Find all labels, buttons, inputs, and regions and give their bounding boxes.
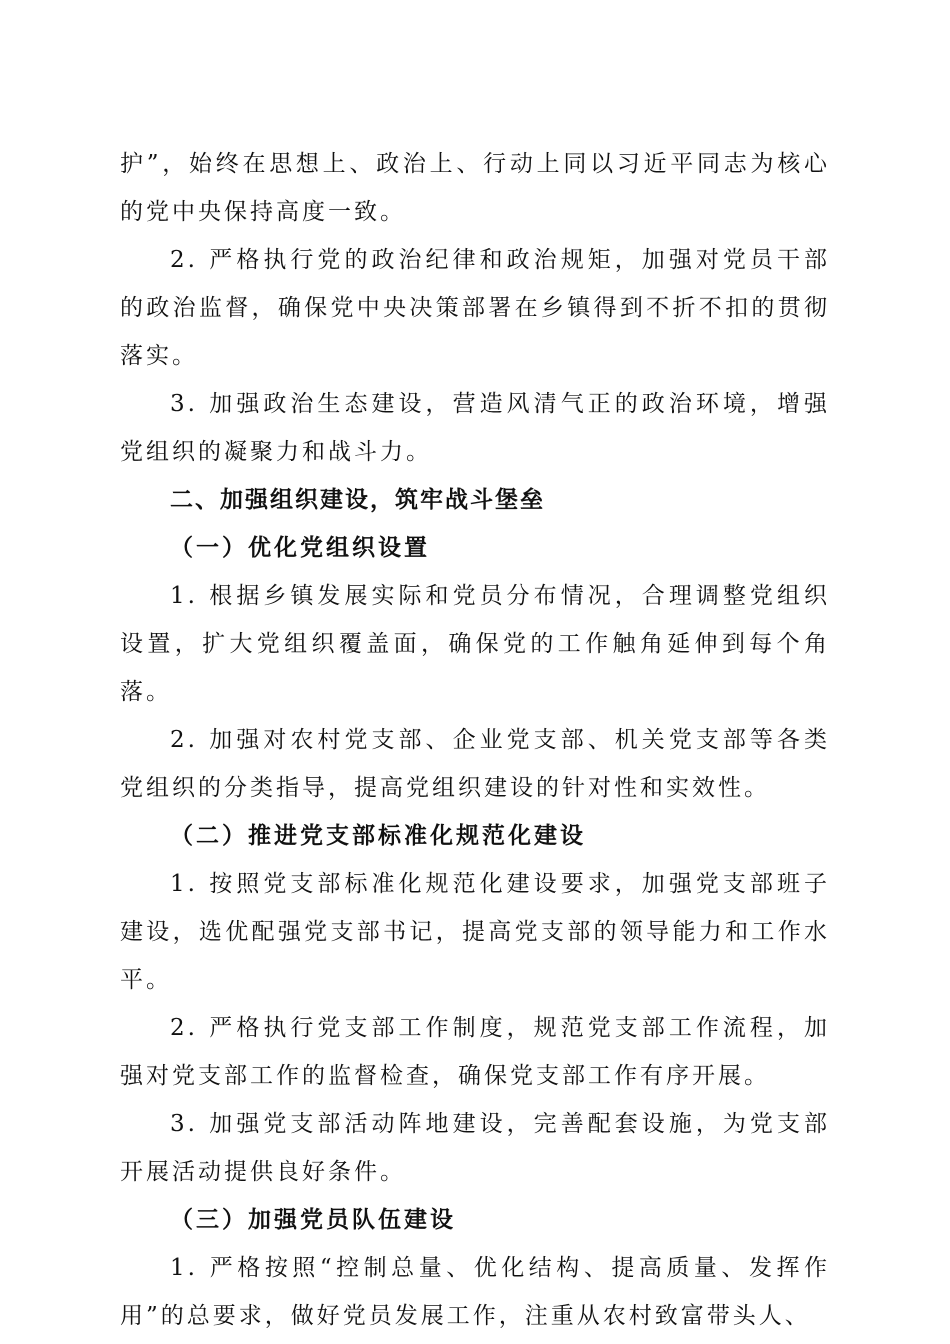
subsection-heading-1: （一）优化党组织设置 bbox=[170, 534, 430, 561]
paragraph-item-political-discipline: 2. 严格执行党的政治纪律和政治规矩，加强对党员干部的政治监督，确保党中央决策部署在乡镇得到不折不扣的贯彻落实。 bbox=[120, 247, 830, 369]
paragraph-continuation: 护”，始终在思想上、政治上、行动上同以习近平同志为核心的党中央保持高度一致。 bbox=[120, 151, 830, 225]
paragraph-item-branch-venue: 3. 加强党支部活动阵地建设，完善配套设施，为党支部开展活动提供良好条件。 bbox=[120, 1111, 830, 1185]
document-body bbox=[120, 140, 830, 1340]
subsection-heading-2: （二）推进党支部标准化规范化建设 bbox=[170, 822, 586, 849]
paragraph-item-classified-guidance: 2. 加强对农村党支部、企业党支部、机关党支部等各类党组织的分类指导，提高党组织建设的针对性和实效性。 bbox=[120, 727, 830, 801]
paragraph-item-branch-team: 1. 按照党支部标准化规范化建设要求，加强党支部班子建设，选优配强党支部书记，提高党支部的领导能力和工作水平。 bbox=[120, 871, 830, 993]
paragraph-item-branch-system: 2. 严格执行党支部工作制度，规范党支部工作流程，加强对党支部工作的监督检查，确保党支部工作有序开展。 bbox=[120, 1015, 830, 1089]
section-heading-organization: 二、加强组织建设，筑牢战斗堡垒 bbox=[170, 487, 545, 513]
subsection-heading-3: （三）加强党员队伍建设 bbox=[170, 1206, 456, 1233]
paragraph-item-political-ecology: 3. 加强政治生态建设，营造风清气正的政治环境，增强党组织的凝聚力和战斗力。 bbox=[120, 391, 830, 465]
paragraph-item-member-development: 1. 严格按照“控制总量、优化结构、提高质量、发挥作用”的总要求，做好党员发展工作，注重从农村致富带头人、 bbox=[120, 1255, 830, 1329]
paragraph-item-adjust-setup: 1. 根据乡镇发展实际和党员分布情况，合理调整党组织设置，扩大党组织覆盖面，确保党的工作触角延伸到每个角落。 bbox=[120, 583, 830, 705]
